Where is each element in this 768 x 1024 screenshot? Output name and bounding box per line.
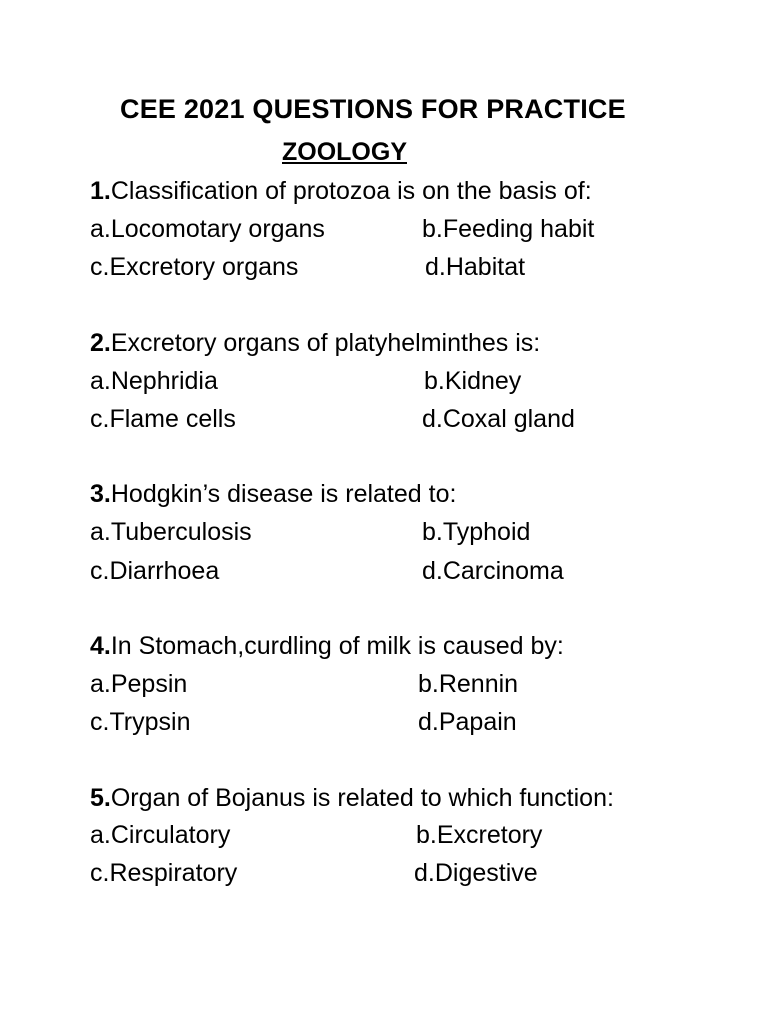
option-a: a.Nephridia [90,367,218,395]
question-4 [90,631,564,661]
document-title: CEE 2021 QUESTIONS FOR PRACTICE [120,94,626,124]
option-b: b.Rennin [418,670,519,698]
option-c: c.Diarrhoea [90,557,220,585]
option-c: c.Trypsin [90,708,191,736]
option-b: b.Feeding habit [422,215,595,243]
option-d: d.Coxal gland [422,405,575,433]
option-d: d.Papain [418,708,517,736]
question-text: Hodgkin’s disease is related to: [110,480,457,508]
option-a: a.Tuberculosis [90,518,252,546]
question-text: Organ of Bojanus is related to which function: [110,784,614,812]
option-b: b.Typhoid [422,518,531,546]
question-text: In Stomach,curdling of milk is caused by: [110,632,564,660]
question-3 [90,479,456,509]
option-a: a.Circulatory [90,821,231,849]
question-5 [90,783,614,813]
question-number: 1. [90,177,111,205]
question-1 [90,176,592,206]
question-number: 3. [90,480,111,508]
question-2 [90,328,540,358]
option-c: c.Flame cells [90,405,236,433]
question-number: 5. [90,784,111,812]
option-a: a.Locomotary organs [90,215,325,243]
question-number: 4. [90,632,111,660]
option-c: c.Excretory organs [90,253,299,281]
subject-heading: ZOOLOGY [282,138,407,166]
option-c: c.Respiratory [90,859,238,887]
question-text: Excretory organs of platyhelminthes is: [110,329,541,357]
question-text: Classification of protozoa is on the basis of: [110,177,592,205]
option-a: a.Pepsin [90,670,188,698]
question-number: 2. [90,329,111,357]
option-b: b.Kidney [424,367,522,395]
option-d: d.Digestive [414,859,538,887]
option-d: d.Carcinoma [422,557,564,585]
option-d: d.Habitat [425,253,526,281]
option-b: b.Excretory [416,821,543,849]
